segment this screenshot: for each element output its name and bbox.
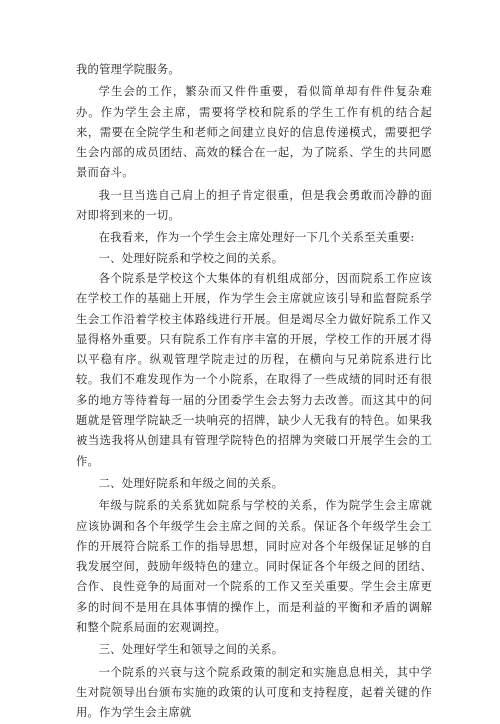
paragraph: 我的管理学院服务。 bbox=[76, 63, 180, 76]
paragraph: 在我看来，作为一个学生会主席处理好一下几个关系至关重要: bbox=[98, 231, 415, 245]
section-heading: 二、处理好院系和年级之间的关系。 bbox=[98, 476, 284, 490]
document-body bbox=[76, 60, 432, 724]
paragraph: 各个院系是学校这个大集体的有机组成部分，因而院系工作应该在学校工作的基础上开展，作为学生会主席就应该引导和监督院系学生会工作沿着学校主体路线进行开展。但是竭尽全力做好院系工作又显得格外重要。只有院系工作有序丰富的开展，学校工作的开展才得以平稳有序。纵观管理学院走过的历程，在横向与兄弟院系进行比较。我们不难发现作为一个小院系，在取得了一些成绩的同时还有很多的地方等待着每一届的分团委学生会去努力去改善。而这其中的问题就是管理学院缺乏一块响亮的招牌，缺少人无我有的特色。如果我被当选我将从创建具有管理学院特色的招牌为突破口开展学生会的工作。 bbox=[76, 271, 432, 468]
section-heading: 三、处理好学生和领导之间的关系。 bbox=[98, 643, 284, 657]
paragraph: 年级与院系的关系犹如院系与学校的关系，作为院学生会主席就应该协调和各个年级学生会主席之间的关系。保证各个年级学生会工作的开展符合院系工作的指导思想，同时应对各个年级保证足够的自我发展空间，鼓励年级特色的建立。同时保证各个年级之间的团结、合作、良性竞争的局面对一个院系的工作又至关重要。学生会主席更多的时间不是用在具体事情的操作上，而是利益的平衡和矛盾的调解和整个院系局面的宏观调控。 bbox=[76, 499, 432, 635]
paragraph: 一个院系的兴衰与这个院系政策的制定和实施息息相关，其中学生对院领导出台颁布实施的政策的认可度和支持程度，起着关键的作用。作为学生会主席就 bbox=[76, 665, 432, 720]
section-heading: 一、处理好院系和学校之间的关系。 bbox=[98, 251, 284, 265]
paragraph: 我一旦当选自己肩上的担子肯定很重，但是我会勇敢而冷静的面对即将到来的一切。 bbox=[76, 188, 432, 223]
paragraph: 学生会的工作，繁杂而又件件重要，看似简单却有件件复杂难办。作为学生会主席，需要将学校和院系的学生工作有机的结合起来，需要在全院学生和老师之间建立良好的信息传递模式，需要把学生会内部的成员团结、高效的糅合在一起，为了院系、学生的共同愿景而奋斗。 bbox=[76, 85, 432, 180]
